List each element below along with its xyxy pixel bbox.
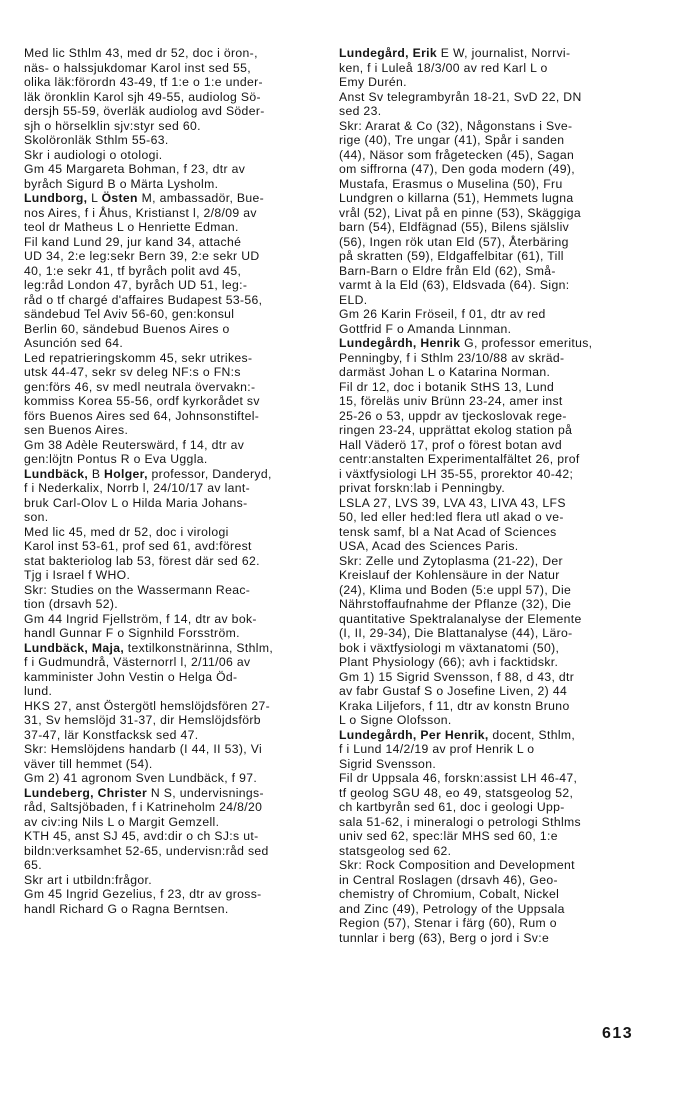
text-line: statsgeolog sed 62. (339, 843, 452, 858)
text-line: privat forskn:lab i Penningby. (339, 481, 506, 495)
text-line: Gm 38 Adèle Reuterswärd, f 14, dtr av (24, 437, 245, 452)
entry-name: Lundegård, Erik (339, 46, 438, 60)
text-line: ringen 23-24, upprättat ekolog station på (339, 423, 573, 437)
entry-description: G, professor emeritus, (460, 336, 593, 350)
text-line: Mustafa, Erasmus o Muselina (50), Fru (339, 176, 563, 191)
text-line: Fil kand Lund 29, jur kand 34, attaché (24, 234, 242, 249)
entry-heading-line (24, 641, 327, 656)
text-line: (56), Ingen rök utan Eld (57), Återbäring (339, 234, 569, 249)
entry-description: docent, Sthlm, (488, 727, 576, 742)
text-line: bildn:verksamhet 52-65, undervisn:råd sed (24, 843, 269, 858)
text-line: ELD. (339, 292, 368, 307)
text-line: teol dr Matheus L o Henriette Edman. (24, 220, 239, 234)
text-line: Region (57), Stenar i färg (60), Rum o (339, 916, 557, 930)
text-line: Skr art i utbildn:frågor. (24, 872, 152, 887)
text-line: Asunción sed 64. (24, 336, 124, 350)
text-line: Hall Väderö 17, prof o förest botan avd (339, 437, 562, 452)
text-line: Lundgren o killarna (51), Hemmets lugna (339, 191, 574, 205)
entry-heading-line (24, 786, 327, 801)
text-line: kommiss Korea 55-56, ordf kyrkorådet sv (24, 394, 260, 408)
text-line: nos Aires, f i Åhus, Kristianst l, 2/8/09 av (24, 205, 257, 220)
text-line: Skr: Hemslöjdens handarb (I 44, II 53), Vi (24, 742, 263, 756)
entry-name: Lundegårdh, Per Henrik, (339, 727, 489, 742)
text-line: Skr: Ararat & Co (32), Någonstans i Sve- (339, 118, 573, 133)
text-line: Sigrid Svensson. (339, 756, 437, 771)
entry-given-name: Holger, (104, 466, 148, 481)
text-line: om siffrorna (47), Den goda modern (49), (339, 162, 575, 176)
text-line: in Central Roslagen (drsavh 46), Geo- (339, 872, 558, 887)
left-column (24, 46, 327, 916)
entry-name: Lundeberg, Christer (24, 785, 148, 800)
text-line: Skr: Rock Composition and Development (339, 858, 575, 872)
text-line: ken, f i Luleå 18/3/00 av red Karl L o (339, 60, 548, 75)
text-line: Gm 2) 41 agronom Sven Lundbäck, f 97. (24, 771, 258, 785)
text-line: lund. (24, 684, 53, 698)
entry-heading-line (24, 467, 327, 482)
text-line: Led repatrieringskomm 45, sekr utrikes- (24, 350, 253, 365)
entry-description: M, ambassadör, Bue- (137, 191, 265, 205)
text-line: Skolöronläk Sthlm 55-63. (24, 133, 169, 147)
text-line: Gm 44 Ingrid Fjellström, f 14, dtr av bok- (24, 611, 257, 626)
entry-heading-line (339, 46, 644, 61)
text-line: f i Nederkalix, Norrb l, 24/10/17 av lant- (24, 481, 251, 495)
entry-description: E W, journalist, Norrvi- (437, 46, 571, 60)
text-line: HKS 27, anst Östergötl hemslöjdsfören 27- (24, 698, 271, 713)
text-line: handl Richard G o Ragna Berntsen. (24, 901, 229, 916)
text-line: sändebud Tel Aviv 56-60, gen:konsul (24, 307, 235, 321)
text-line: Fil dr 12, doc i botanik StHS 13, Lund (339, 379, 555, 394)
text-line: utsk 44-47, sekr sv deleg NF:s o FN:s (24, 365, 241, 379)
text-line: sed 23. (339, 104, 382, 118)
text-line: Nährstoffaufnahme der Pflanze (32), Die (339, 597, 572, 611)
text-line: (44), Näsor som frågetecken (45), Sagan (339, 147, 575, 162)
entry-name: Lundbäck, Maja, (24, 640, 125, 655)
text-line: Gm 26 Karin Fröseil, f 01, dtr av red (339, 307, 546, 321)
text-line: kamminister John Vestin o Helga Öd- (24, 669, 238, 684)
entry-initials: L (87, 191, 102, 205)
text-line: byråch Sigurd B o Märta Lysholm. (24, 176, 219, 191)
text-line: Med lic 45, med dr 52, doc i virologi (24, 524, 229, 539)
entry-given-name: Östen (101, 191, 138, 205)
text-line: Berlin 60, sändebud Buenos Aires o (24, 321, 230, 336)
text-line: Skr: Zelle und Zytoplasma (21-22), Der (339, 553, 563, 568)
text-line: Barn-Barn o Eldre från Eld (62), Små- (339, 263, 556, 278)
text-line: bok i växtfysiologi m växtanatomi (50), (339, 640, 560, 655)
text-line: Kreislauf der Kohlensäure in der Natur (339, 568, 560, 582)
text-line: 25-26 o 53, uppdr av tjeckoslovak rege- (339, 408, 567, 423)
entry-name: Lundbäck, (24, 466, 89, 481)
text-line: tunnlar i berg (63), Berg o jord i Sv:e (339, 930, 550, 945)
entry-heading-line (339, 336, 644, 351)
text-line: centr:anstalten Experimentalfältet 26, prof (339, 452, 580, 466)
text-line: förs Buenos Aires sed 64, Johnsonstiftel- (24, 408, 260, 423)
text-line: f i Lund 14/2/19 av prof Henrik L o (339, 742, 535, 756)
text-line: gen:förs 46, sv medl neutrala övervakn:- (24, 379, 256, 394)
text-line: tf geolog SGU 48, eo 49, statsgeolog 52, (339, 785, 574, 800)
text-line: handl Gunnar F o Signhild Forsström. (24, 626, 240, 640)
text-line: Skr i audiologi o otologi. (24, 147, 163, 162)
text-line: barn (54), Eldfägnad (55), Bilens själsliv (339, 220, 570, 234)
text-line: Fil dr Uppsala 46, forskn:assist LH 46-47, (339, 771, 578, 785)
entry-description: professor, Danderyd, (147, 466, 272, 481)
text-line: ch kartbyrån sed 61, doc i geologi Upp- (339, 800, 565, 814)
text-line: KTH 45, anst SJ 45, avd:dir o ch SJ:s ut- (24, 829, 259, 843)
text-line: USA, Acad des Sciences Paris. (339, 539, 519, 553)
entry-initials: B (88, 466, 105, 481)
text-line: bruk Carl-Olov L o Hilda Maria Johans- (24, 495, 248, 510)
text-line: quantitative Spektralanalyse der Elemente (339, 611, 582, 626)
text-line: (I, II, 29-34), Die Blattanalyse (44), Läro- (339, 626, 573, 640)
text-line: näs- o halssjukdomar Karol inst sed 55, (24, 60, 252, 75)
text-line: 40, 1:e sekr 41, tf byråch polit avd 45, (24, 263, 242, 278)
text-line: Med lic Sthlm 43, med dr 52, doc i öron-, (24, 46, 258, 60)
text-line: Gm 45 Ingrid Gezelius, f 23, dtr av gross- (24, 887, 262, 901)
text-line: av civ:ing Nils L o Margit Gemzell. (24, 814, 220, 829)
entry-description: N S, undervisnings- (147, 785, 264, 800)
entry-heading-line (24, 191, 327, 206)
text-line: 15, föreläs univ Brünn 23-24, amer inst (339, 394, 563, 408)
page-number: 613 (602, 1025, 634, 1042)
text-line: Kraka Liljefors, f 11, dtr av konstn Bruno (339, 698, 570, 713)
text-line: Emy Durén. (339, 75, 407, 89)
text-line: av fabr Gustaf S o Josefine Liven, 2) 44 (339, 684, 568, 698)
text-line: vrål (52), Livat på en pinne (53), Skäggiga (339, 205, 582, 220)
text-line: dersjh 55-59, överläk audiolog avd Söder- (24, 104, 265, 118)
text-line: rige (40), Tre ungar (41), Spår i sanden (339, 133, 565, 147)
text-line: Karol inst 53-61, prof sed 61, avd:förest (24, 539, 252, 553)
text-line: 31, Sv hemslöjd 31-37, dir Hemslöjdsförb (24, 713, 261, 727)
text-line: läk öronklin Karol sjh 49-55, audiolog Sö- (24, 89, 261, 104)
text-line: leg:råd London 47, byråch UD 51, leg:- (24, 278, 248, 292)
text-line: son. (24, 510, 49, 524)
text-line: varmt à la Eld (63), Eldsvada (64). Sign: (339, 278, 570, 292)
text-line: tion (drsavh 52). (24, 597, 119, 611)
text-line: Penningby, f i Sthlm 23/10/88 av skräd- (339, 350, 565, 365)
text-line: Gottfrid F o Amanda Linnman. (339, 321, 512, 336)
text-line: UD 34, 2:e leg:sekr Bern 39, 2:e sekr UD (24, 249, 260, 263)
text-line: tensk samf, bl a Nat Acad of Sciences (339, 524, 557, 539)
text-line: and Zinc (49), Petrology of the Uppsala (339, 901, 565, 916)
text-line: råd o tf chargé d'affaires Budapest 53-56, (24, 292, 263, 307)
text-line: Gm 45 Margareta Bohman, f 23, dtr av (24, 162, 246, 176)
entry-name: Lundegårdh, Henrik (339, 336, 461, 350)
text-line: sjh o hörselklin sjv:styr sed 60. (24, 118, 201, 133)
text-line: Gm 1) 15 Sigrid Svensson, f 88, d 43, dtr (339, 669, 575, 684)
text-line: Anst Sv telegrambyrån 18-21, SvD 22, DN (339, 89, 582, 104)
text-line: stat bakteriolog lab 53, förest där sed 62. (24, 553, 260, 568)
text-line: LSLA 27, LVS 39, LVA 43, LIVA 43, LFS (339, 495, 566, 510)
text-line: L o Signe Olofsson. (339, 713, 452, 727)
text-line: sala 51-62, i mineralogi o petrologi Sthlms (339, 814, 581, 829)
entry-description: textilkonstnärinna, Sthlm, (124, 640, 274, 655)
text-line: i växtfysiologi LH 35-55, prorektor 40-42; (339, 466, 574, 481)
entry-heading-line (339, 728, 644, 743)
text-line: 50, led eller hed:led flera utl akad o ve- (339, 510, 564, 524)
text-line: chemistry of Chromium, Cobalt, Nickel (339, 887, 560, 901)
text-line: darmäst Johan L o Katarina Norman. (339, 365, 551, 379)
entry-name: Lundborg, (24, 191, 88, 205)
text-line: väver till hemmet (54). (24, 756, 153, 771)
text-line: olika läk:förordn 43-49, tf 1:e o 1:e under- (24, 75, 263, 89)
text-line: (24), Klima und Boden (5:e uppl 57), Die (339, 582, 572, 597)
right-column (339, 46, 644, 945)
text-line: Plant Physiology (66); avh i facktidskr. (339, 655, 559, 669)
text-line: f i Gudmundrå, Västernorrl l, 2/11/06 av (24, 655, 251, 669)
text-line: gen:löjtn Pontus R o Eva Uggla. (24, 452, 208, 466)
text-line: råd, Saltsjöbaden, f i Katrineholm 24/8/20 (24, 800, 263, 814)
text-line: univ sed 62, spec:lär MHS sed 60, 1:e (339, 829, 558, 843)
text-line: 37-47, lär Konstfacksk sed 47. (24, 727, 199, 742)
text-line: på skratten (59), Eldgaffelbitar (61), Till (339, 249, 564, 263)
text-line: Skr: Studies on the Wassermann Reac- (24, 582, 251, 597)
text-line: 65. (24, 858, 42, 872)
text-line: Tjg i Israel f WHO. (24, 568, 131, 582)
text-line: sen Buenos Aires. (24, 423, 129, 437)
